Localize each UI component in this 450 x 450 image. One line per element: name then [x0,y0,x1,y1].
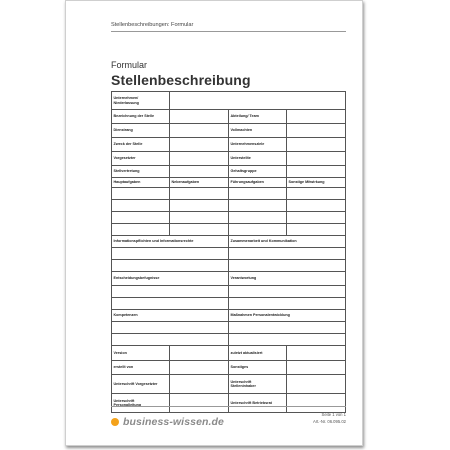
field-abteilung[interactable] [287,110,346,124]
label-stellvertretung: Stellvertretung [112,166,170,178]
label-unterschrift-betriebsrat: Unterschrift Betriebsrat [229,394,287,413]
field-entscheidungsbefugnisse[interactable] [112,286,229,298]
page-info [313,412,346,426]
label-vorgesetzter: Vorgesetzter [112,152,170,166]
label-informationspflichten: Informationspflichten und Informationsrechte [112,236,229,248]
label-nebenaufgaben: Nebenaufgaben [170,178,229,188]
label-bezeichnung: Bezeichnung der Stelle [112,110,170,124]
field-stellvertretung[interactable] [170,166,229,178]
field-informationspflichten[interactable] [112,248,229,260]
field-vollmachten[interactable] [287,124,346,138]
job-description-form [111,91,346,413]
field-kompetenzen[interactable] [112,334,229,346]
field-verantwortung[interactable] [229,298,346,310]
label-abteilung: Abteilung/ Team [229,110,287,124]
label-unternehmensziele: Unternehmensziele [229,138,287,152]
task-cell[interactable] [287,224,346,236]
field-kompetenzen[interactable] [112,322,229,334]
field-massnahmen[interactable] [229,334,346,346]
task-cell[interactable] [112,224,170,236]
logo-text: business-wissen.de [123,416,225,428]
label-kompetenzen: Kompetenzen [112,310,229,322]
task-cell[interactable] [112,200,170,212]
task-cell[interactable] [112,212,170,224]
field-massnahmen[interactable] [229,322,346,334]
task-cell[interactable] [170,212,229,224]
footer-divider [111,406,346,407]
field-zusammenarbeit[interactable] [229,260,346,272]
label-version: Version [112,346,170,361]
field-unterstellte[interactable] [287,152,346,166]
label-unterschrift-personalleitung: Unterschrift Personalleitung [112,394,170,413]
label-gehaltsgruppe: Gehaltsgruppe [229,166,287,178]
task-cell[interactable] [287,212,346,224]
label-vollmachten: Vollmachten [229,124,287,138]
field-version[interactable] [170,346,229,361]
field-zuletzt-aktualisiert[interactable] [287,346,346,361]
field-sonstiges[interactable] [287,361,346,375]
task-cell[interactable] [229,224,287,236]
field-verantwortung[interactable] [229,286,346,298]
field-unterschrift-personalleitung[interactable] [170,394,229,413]
task-cell[interactable] [229,188,287,200]
field-unterschrift-vorgesetzter[interactable] [170,375,229,394]
label-massnahmen: Maßnahmen Personalentwicklung [229,310,346,322]
field-zusammenarbeit[interactable] [229,248,346,260]
task-cell[interactable] [170,188,229,200]
label-unternehmen: Unternehmen/ Niederlassung [112,92,170,110]
task-cell[interactable] [170,224,229,236]
label-sonstige-mitwirkung: Sonstige Mitwirkung [287,178,346,188]
label-zweck: Zweck der Stelle [112,138,170,152]
logo-dot-icon [111,418,119,426]
task-cell[interactable] [170,200,229,212]
task-cell[interactable] [287,188,346,200]
label-fuehrungsaufgaben: Führungsaufgaben [229,178,287,188]
label-unterstellte: Unterstellte [229,152,287,166]
brand-logo [111,416,224,428]
task-cell[interactable] [112,188,170,200]
field-unterschrift-betriebsrat[interactable] [287,394,346,413]
field-informationspflichten[interactable] [112,260,229,272]
label-unterschrift-stelleninhaber: Unterschrift Stelleninhaber [229,375,287,394]
page-number: Seite 1 von 1 [321,412,346,417]
label-zusammenarbeit: Zusammenarbeit und Kommunikation [229,236,346,248]
document-subtitle: Formular [111,60,148,70]
field-dienstrang[interactable] [170,124,229,138]
field-unternehmensziele[interactable] [287,138,346,152]
label-zuletzt-aktualisiert: zuletzt aktualisiert [229,346,287,361]
field-gehaltsgruppe[interactable] [287,166,346,178]
field-erstellt-von[interactable] [170,361,229,375]
label-sonstiges: Sonstiges [229,361,287,375]
field-unternehmen[interactable] [170,92,346,110]
field-vorgesetzter[interactable] [170,152,229,166]
task-cell[interactable] [229,212,287,224]
label-hauptaufgaben: Hauptaufgaben [112,178,170,188]
page-header: Stellenbeschreibungen: Formular [111,22,194,28]
field-zweck[interactable] [170,138,229,152]
label-verantwortung: Verantwortung [229,272,346,286]
task-cell[interactable] [229,200,287,212]
label-entscheidungsbefugnisse: Entscheidungsbefugnisse [112,272,229,286]
article-number: Art.-Nr. 06.095.02 [312,418,346,424]
label-dienstrang: Dienstrang [112,124,170,138]
field-entscheidungsbefugnisse[interactable] [112,298,229,310]
document-title: Stellenbeschreibung [111,72,251,88]
field-bezeichnung[interactable] [170,110,229,124]
task-cell[interactable] [287,200,346,212]
label-unterschrift-vorgesetzter: Unterschrift Vorgesetzter [112,375,170,394]
field-unterschrift-stelleninhaber[interactable] [287,375,346,394]
header-divider [111,31,346,32]
label-erstellt-von: erstellt von [112,361,170,375]
